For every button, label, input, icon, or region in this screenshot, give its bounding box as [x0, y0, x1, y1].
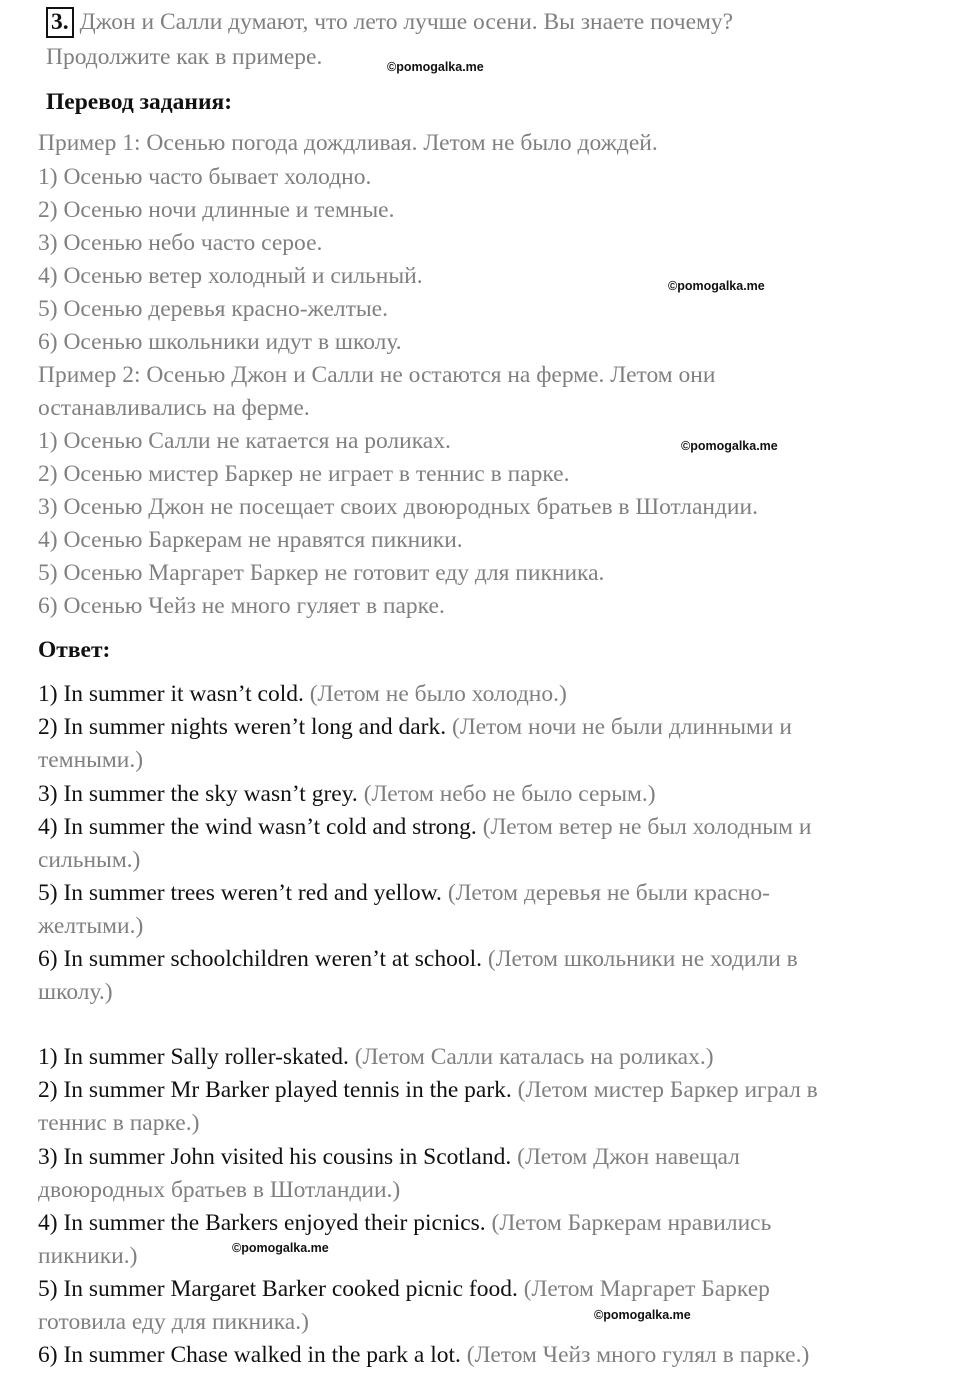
answer-item	[38, 711, 792, 744]
answer-english: 5) In summer trees weren’t red and yellow.	[38, 880, 442, 906]
answer-russian: (Летом ночи не были длинными и	[452, 714, 792, 740]
watermark: ©pomogalka.me	[232, 1241, 329, 1255]
answer-english: 5) In summer Margaret Barker cooked picnic food.	[38, 1276, 518, 1302]
answer-item	[38, 678, 567, 711]
task-text-1: Джон и Салли думают, что лето лучше осени. Вы знаете почему?	[79, 9, 734, 35]
answer-english: 6) In summer schoolchildren weren’t at school.	[38, 946, 482, 972]
answer-russian-cont: пикники.)	[38, 1243, 138, 1269]
answer-russian-cont: готовила еду для пикника.)	[38, 1309, 309, 1335]
answer-english: 2) In summer nights weren’t long and dark.	[38, 714, 447, 740]
translation-line: 6) Осенью Чейз не много гуляет в парке.	[38, 593, 445, 619]
translation-heading: Перевод задания:	[46, 89, 233, 115]
answer-item	[38, 1273, 770, 1306]
translation-line: 2) Осенью мистер Баркер не играет в теннис в парке.	[38, 461, 570, 487]
translation-line: 3) Осенью небо часто серое.	[38, 230, 323, 256]
translation-line: Пример 1: Осенью погода дождливая. Летом не было дождей.	[38, 130, 658, 156]
answer-russian: (Летом деревья не были красно-	[447, 880, 770, 906]
answer-english: 4) In summer the wind wasn’t cold and strong.	[38, 814, 477, 840]
translation-line: 4) Осенью Баркерам не нравятся пикники.	[38, 527, 463, 553]
answer-russian: (Летом Чейз много гулял в парке.)	[466, 1342, 810, 1368]
task-line-1	[46, 6, 733, 39]
answer-english: 1) In summer it wasn’t cold.	[38, 681, 304, 707]
translation-line: Пример 2: Осенью Джон и Салли не остаются на ферме. Летом они	[38, 362, 716, 388]
answer-russian: (Летом Джон навещал	[517, 1144, 740, 1170]
answer-russian-cont: желтыми.)	[38, 913, 144, 939]
answer-item	[38, 1074, 818, 1107]
answer-russian: (Летом не было холодно.)	[309, 681, 567, 707]
answer-item	[38, 1141, 740, 1174]
translation-line: останавливались на ферме.	[38, 395, 310, 421]
answer-english: 6) In summer Chase walked in the park a lot.	[38, 1342, 461, 1368]
translation-line: 3) Осенью Джон не посещает своих двоюродных братьев в Шотландии.	[38, 494, 758, 520]
answer-item	[38, 877, 770, 910]
translation-line: 5) Осенью деревья красно-желтые.	[38, 296, 388, 322]
answer-russian-cont: сильным.)	[38, 847, 141, 873]
answer-russian: (Летом ветер не был холодным и	[482, 814, 812, 840]
translation-line: 1) Осенью часто бывает холодно.	[38, 164, 372, 190]
answer-russian: (Летом небо не было серым.)	[363, 781, 656, 807]
answer-item	[38, 811, 811, 844]
answer-russian-cont: темными.)	[38, 747, 144, 773]
answer-english: 2) In summer Mr Barker played tennis in the park.	[38, 1077, 512, 1103]
answer-russian: (Летом мистер Баркер играл в	[517, 1077, 818, 1103]
answer-russian: (Летом Маргарет Баркер	[523, 1276, 770, 1302]
answer-item	[38, 1207, 771, 1240]
translation-line: 2) Осенью ночи длинные и темные.	[38, 197, 395, 223]
answer-russian-cont: теннис в парке.)	[38, 1110, 200, 1136]
watermark: ©pomogalka.me	[681, 439, 778, 453]
translation-line: 5) Осенью Маргарет Баркер не готовит еду для пикника.	[38, 560, 605, 586]
watermark: ©pomogalka.me	[668, 279, 765, 293]
answer-english: 1) In summer Sally roller-skated.	[38, 1044, 349, 1070]
answer-item	[38, 1041, 714, 1074]
translation-line: 1) Осенью Салли не катается на роликах.	[38, 428, 451, 454]
answer-english: 4) In summer the Barkers enjoyed their picnics.	[38, 1210, 486, 1236]
task-text-2: Продолжите как в примере.	[46, 44, 323, 70]
answer-russian: (Летом школьники не ходили в	[487, 946, 798, 972]
answer-russian: (Летом Салли каталась на роликах.)	[354, 1044, 714, 1070]
answer-item	[38, 943, 798, 976]
translation-line: 6) Осенью школьники идут в школу.	[38, 329, 402, 355]
translation-line: 4) Осенью ветер холодный и сильный.	[38, 263, 423, 289]
watermark: ©pomogalka.me	[387, 60, 484, 74]
answer-heading: Ответ:	[38, 637, 111, 663]
answer-russian-cont: двоюродных братьев в Шотландии.)	[38, 1177, 401, 1203]
task-number: 3.	[46, 7, 74, 38]
answer-english: 3) In summer the sky wasn’t grey.	[38, 781, 358, 807]
answer-english: 3) In summer John visited his cousins in Scotland.	[38, 1144, 512, 1170]
answer-russian-cont: школу.)	[38, 979, 113, 1005]
answer-russian: (Летом Баркерам нравились	[491, 1210, 772, 1236]
answer-item	[38, 1339, 809, 1372]
watermark: ©pomogalka.me	[594, 1308, 691, 1322]
answer-item	[38, 778, 656, 811]
